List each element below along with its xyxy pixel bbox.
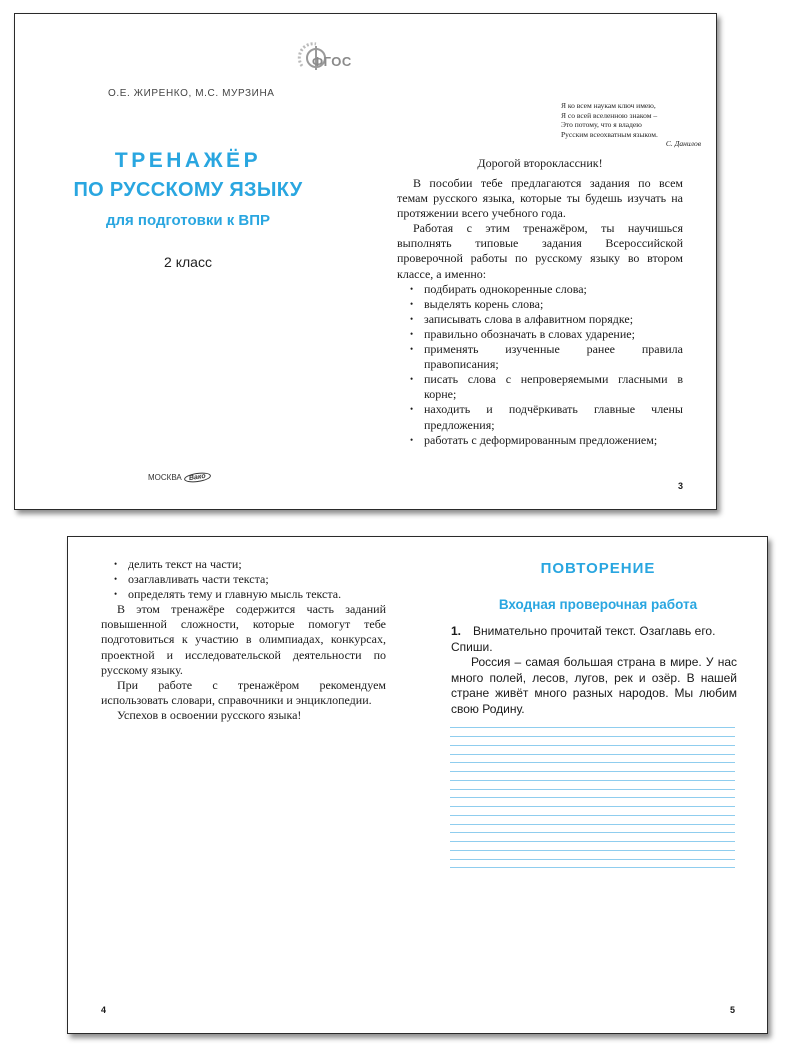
list-item: • писать слова с непроверяемыми гласными в корне;: [397, 372, 683, 402]
list-item: • озаглавливать части текста;: [101, 572, 386, 587]
task-number: 1.: [451, 624, 462, 638]
greeting: Дорогой второклассник!: [477, 156, 603, 170]
page-number: 5: [730, 1005, 736, 1015]
paragraph: Успехов в освоении русского языка!: [117, 707, 302, 722]
task-1: [451, 624, 735, 655]
publisher-imprint: [148, 473, 211, 482]
fgos-logo-text: ФГОС: [312, 54, 352, 69]
list-item: • выделять корень слова;: [397, 297, 683, 312]
list-item: • подбирать однокоренные слова;: [397, 282, 683, 297]
authors: О.Е. ЖИРЕНКО, М.С. МУРЗИНА: [108, 88, 275, 99]
paragraph: При работе с тренажёром рекомендуем использовать словари, справочники и энциклопедии.: [101, 677, 386, 707]
writing-line: [450, 762, 735, 763]
section-subtitle: Входная проверочная работа: [498, 597, 698, 612]
paragraph: Работая с этим тренажёром, ты научишься выполнять типовые задания Всероссийской проверочной работы по русскому языку во втором классе, а именно:: [397, 221, 683, 281]
publisher-logo: Вако: [183, 471, 211, 484]
writing-line: [450, 841, 735, 842]
list-item: • определять тему и главную мысль текста.: [101, 587, 386, 602]
writing-line: [450, 745, 735, 746]
writing-line: [450, 850, 735, 851]
book-title-line1: ТРЕНАЖЁР: [114, 149, 262, 172]
list-item: • находить и подчёркивать главные члены предложения;: [397, 402, 683, 432]
book-subtitle: для подготовки к ВПР: [105, 212, 271, 229]
writing-line: [450, 736, 735, 737]
list-item: • работать с деформированным предложением;: [397, 433, 683, 448]
epigraph: [561, 101, 701, 149]
list-item: • применять изученные ранее правила правописания;: [397, 342, 683, 372]
paragraph: В этом тренажёре содержится часть заданий повышенной сложности, которые помогут тебе подготовиться к участию в олимпиадах, конкурсах, проектной и исследовательской деятельности по русскому языку.: [101, 602, 386, 677]
epigraph-line: Я ко всем наукам ключ имею,: [561, 101, 656, 110]
city-label: МОСКВА: [148, 473, 182, 482]
paragraph: Россия – самая большая страна в мире. У нас много полей, лесов, лугов, рек и озёр. В нашей стране живёт много разных народов. Мы любим свою Родину.: [451, 655, 737, 716]
writing-line: [450, 806, 735, 807]
list-item: • делить текст на части;: [101, 557, 386, 572]
skills-list: [397, 282, 683, 448]
writing-line: [450, 824, 735, 825]
writing-line: [450, 780, 735, 781]
section-title: ПОВТОРЕНИЕ: [540, 560, 656, 577]
writing-line: [450, 832, 735, 833]
book-spread-pages-2-3: [14, 13, 717, 510]
writing-line: [450, 771, 735, 772]
grade-label: 2 класс: [164, 254, 212, 270]
writing-line: [450, 859, 735, 860]
page-number: 4: [101, 1005, 107, 1015]
writing-line: [450, 727, 735, 728]
writing-line: [450, 815, 735, 816]
writing-line: [450, 754, 735, 755]
epigraph-line: Русским всеохватным языком.: [561, 129, 658, 139]
intro-text-continued: [101, 557, 386, 723]
epigraph-line: Это потому, что я владею: [561, 120, 642, 129]
book-title-line2: ПО РУССКОМУ ЯЗЫКУ: [73, 179, 303, 201]
intro-text: [397, 176, 683, 448]
dictation-text: [451, 655, 737, 717]
epigraph-line: Я со всей вселенною знаком –: [561, 110, 658, 120]
writing-line: [450, 867, 735, 868]
paragraph: В пособии тебе предлагаются задания по всем темам русского языка, которые ты будешь изучать на протяжении всего учебного года.: [397, 176, 683, 221]
list-item: • правильно обозначать в словах ударение;: [397, 327, 683, 342]
task-instruction: Внимательно прочитай текст. Озаглавь его. Спиши.: [451, 624, 716, 654]
page-number: 3: [678, 481, 684, 491]
epigraph-author: С. Данилов: [665, 139, 701, 148]
list-item: • записывать слова в алфавитном порядке;: [397, 312, 683, 327]
writing-line: [450, 789, 735, 790]
skills-list-continued: [101, 557, 386, 602]
book-spread-pages-4-5: [67, 536, 768, 1034]
writing-line: [450, 797, 735, 798]
